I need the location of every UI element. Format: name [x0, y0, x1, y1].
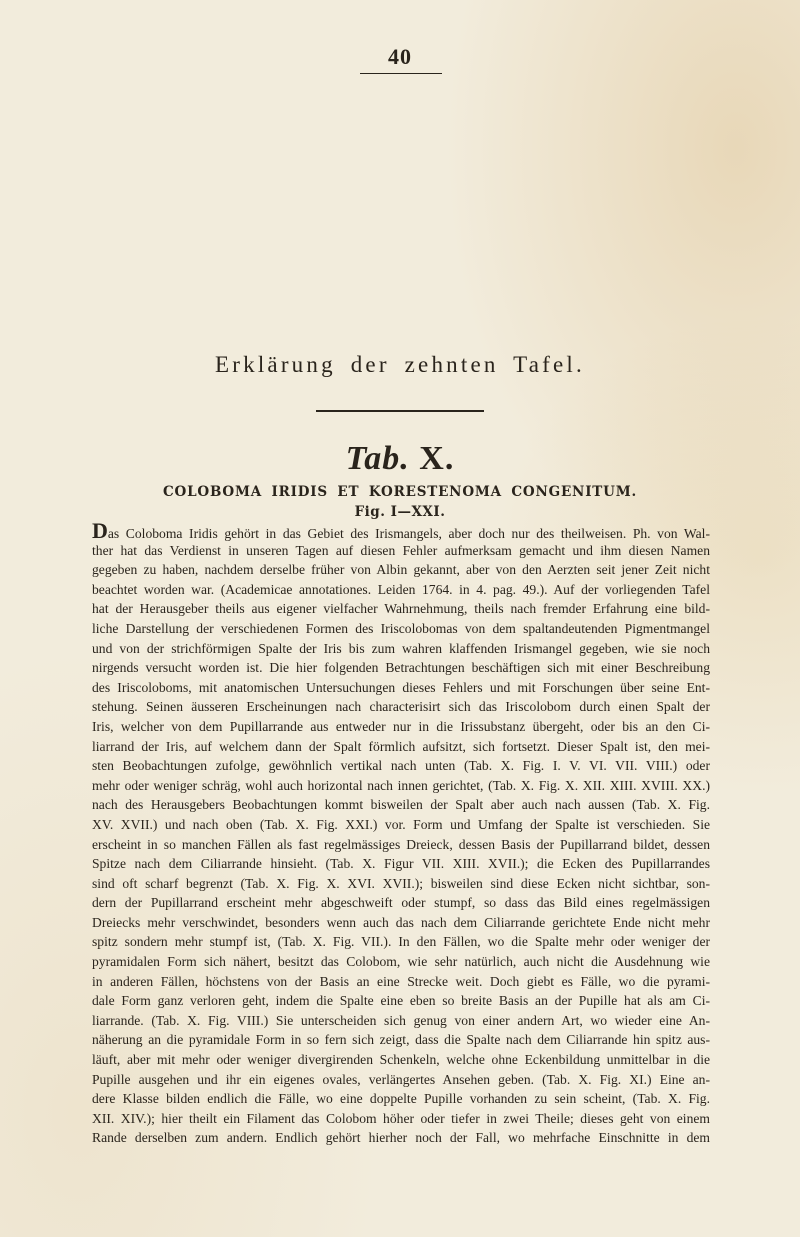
- body-line-text: in anderen Fällen, höchstens von der Basis an eine Strecke weit. Doch giebt es Fälle, wo die pyrami-: [92, 973, 710, 989]
- body-line-text: pyramidalen Form sich nähert, besitzt das Colobom, wie sehr natürlich, auch nicht die Ausdehnung wie: [92, 954, 710, 970]
- body-line: [92, 835, 710, 855]
- body-line-text: sten Beobachtungen zufolge, gewöhnlich vertikal nach unten (Tab. X. Fig. I. V. VI. VII. VIII.) oder: [92, 758, 710, 774]
- plate-subtitle: COLOBOMA IRIDIS ET KORESTENOMA CONGENITUM.: [163, 484, 637, 500]
- body-line: [92, 776, 710, 796]
- body-line-text: nach des Herausgebers Beobachtungen kommt bisweilen der Spalt aber auch nach aussen (Tab. X. Fig.: [92, 797, 710, 813]
- body-line: [92, 599, 710, 619]
- body-line-text: Spitze nach dem Ciliarrande hinsieht. (Tab. X. Figur VII. XIII. XVII.); die Ecken des Pupillarrandes: [92, 856, 710, 872]
- body-line-text: Rande derselben zum andern. Endlich gehört hierher noch der Fall, wo mehrfache Einschnitte in dem: [92, 1130, 710, 1146]
- figure-range: Fig. I—XXI.: [354, 504, 446, 520]
- body-line-text: mehr oder weniger schräg, wohl auch horizontal nach innen gerichtet, (Tab. X. Fig. X. XII. XIII. XVIII. XX.): [92, 777, 710, 793]
- tab-heading: [0, 440, 800, 478]
- tab-heading-word: Tab.: [345, 440, 410, 477]
- body-line-text: erscheint in so manchen Fällen als fast regelmässiges Dreieck, dessen Basis der Pupillarrand bildet, dessen: [92, 836, 710, 852]
- body-line-text: XV. XVII.) und nach oben (Tab. X. Fig. XXI.) vor. Form und Umfang der Spalte ist verschieden. Sie: [92, 816, 710, 832]
- body-line-text: as Coloboma Iridis gehört in das Gebiet des Irismangels, aber doch nur des theilweisen. Ph. von Wal-: [107, 526, 710, 541]
- tab-heading-numeral: X.: [419, 440, 455, 477]
- body-line-text: beachtet worden war. (Academicae annotationes. Leiden 1764. in 4. pag. 49.). Auf der vorliegenden Tafel: [92, 581, 710, 597]
- body-text: [92, 518, 710, 1148]
- body-line-text: spitz sondern mehr stumpf ist, (Tab. X. Fig. VII.). In den Fällen, wo die Spalte mehr oder weniger der: [92, 934, 710, 950]
- body-line-text: und von der strichförmigen Spalte der Iris bis zum wahren klaffenden Irismangel gegeben, wie sie noch: [92, 640, 710, 656]
- body-line-text: des Iriscoloboms, mit anatomischen Untersuchungen dieses Fehlers und mit Forschungen über seine Ent-: [92, 679, 710, 695]
- body-line: [92, 1089, 710, 1109]
- body-line-text: dale Form ganz verloren geht, indem die Spalte eine eben so breite Basis an der Pupille hat als am Ci-: [92, 993, 710, 1009]
- title-rule: [316, 410, 484, 412]
- body-line-text: näherung an die pyramidale Form in so fern sich zeigt, dass die Spalte nach dem Ciliarrande hin spitz aus-: [92, 1032, 710, 1048]
- body-line: [92, 560, 710, 580]
- body-line: [92, 678, 710, 698]
- body-line-text: nirgends versucht worden ist. Die hier folgenden Betrachtungen beschäftigen sich mit einer Beschreibung: [92, 660, 710, 676]
- drop-cap: D: [92, 518, 108, 543]
- body-line-text: Dreiecks mehr verschwindet, besonders wenn auch das nach dem Ciliarrande gerichtete Ende nicht mehr: [92, 914, 710, 930]
- body-line: [92, 991, 710, 1011]
- body-line-text: Iris, welcher von dem Pupillarrande aus entweder nur in die Irissubstanz übergeht, oder bis an den Ci-: [92, 718, 710, 734]
- body-line: [92, 619, 710, 639]
- body-line: [92, 639, 710, 659]
- body-line-text: XII. XIV.); hier theilt ein Filament das Colobom höher oder tiefer in zwei Theile; dieses geht von einem: [92, 1110, 710, 1126]
- page-number-rule: [360, 73, 442, 74]
- body-line: [92, 1128, 710, 1148]
- body-line: [92, 874, 710, 894]
- body-line: [92, 1070, 710, 1090]
- body-line-text: liche Darstellung der verschiedenen Formen des Iriscolobomas von dem spaltandeutenden Pigmentmangel: [92, 620, 710, 636]
- body-line-text: gegeben zu haben, nachdem derselbe früher von Albin gekannt, aber von den Aerzten seit jener Zeit nicht: [92, 562, 710, 578]
- body-line-text: dere Klasse bilden endlich die Fälle, wo eine doppelte Pupille vorhanden zu sein scheint, (Tab. X. Fig.: [92, 1091, 710, 1107]
- page-number: 40: [388, 44, 412, 69]
- body-line: [92, 541, 710, 561]
- body-line: [92, 1109, 710, 1129]
- body-line: [92, 1011, 710, 1031]
- body-line-text: läuft, aber mit mehr oder weniger divergirenden Schenkeln, welche ohne Eckenbildung unmittelbar in die: [92, 1052, 710, 1068]
- body-line: [92, 717, 710, 737]
- body-line: [92, 697, 710, 717]
- body-line-text: dern der Pupillarrand erscheint mehr abgeschweift oder stumpf, so dass das Bild eines regelmässigen: [92, 895, 710, 911]
- body-line: [92, 795, 710, 815]
- body-line: [92, 932, 710, 952]
- body-line: [92, 737, 710, 757]
- body-line: [92, 580, 710, 600]
- body-line: [92, 658, 710, 678]
- body-line-text: liarrand der Iris, auf welchem dann der Spalt förmlich aufsitzt, sich fortsetzt. Dieser Spalt ist, den mei-: [92, 738, 710, 754]
- body-line: [92, 815, 710, 835]
- body-line-text: liarrande. (Tab. X. Fig. VIII.) Sie unterscheiden sich genug von einer andern Art, wo wieder eine An-: [92, 1012, 710, 1028]
- body-line: [92, 854, 710, 874]
- body-line-text: stehung. Seinen äusseren Erscheinungen nach characterisirt sich das Iriscolobom durch einen Spalt der: [92, 699, 710, 715]
- body-line: [92, 518, 710, 543]
- body-line: [92, 893, 710, 913]
- body-line: [92, 1050, 710, 1070]
- body-line: [92, 1030, 710, 1050]
- section-title: Erklärung der zehnten Tafel.: [215, 352, 585, 377]
- body-line: [92, 756, 710, 776]
- body-line-text: ther hat das Verdienst in unseren Tagen auf diesen Fehler aufmerksam gemacht und ihm diesen Namen: [92, 542, 710, 558]
- body-line-text: hat der Herausgeber theils aus eigener vielfacher Wahrnehmung, theils nach fremder Erfahrung eine bild-: [92, 601, 710, 617]
- body-line: [92, 952, 710, 972]
- body-line-text: Pupille ausgehen und ihr ein eigenes ovales, verlängertes Ansehen geben. (Tab. X. Fig. XI.) Eine an-: [92, 1071, 710, 1087]
- body-line: [92, 913, 710, 933]
- body-line-text: sind oft scharf begrenzt (Tab. X. Fig. X. XVI. XVII.); bisweilen sind diese Ecken nicht sichtbar, son-: [92, 875, 710, 891]
- body-line: [92, 972, 710, 992]
